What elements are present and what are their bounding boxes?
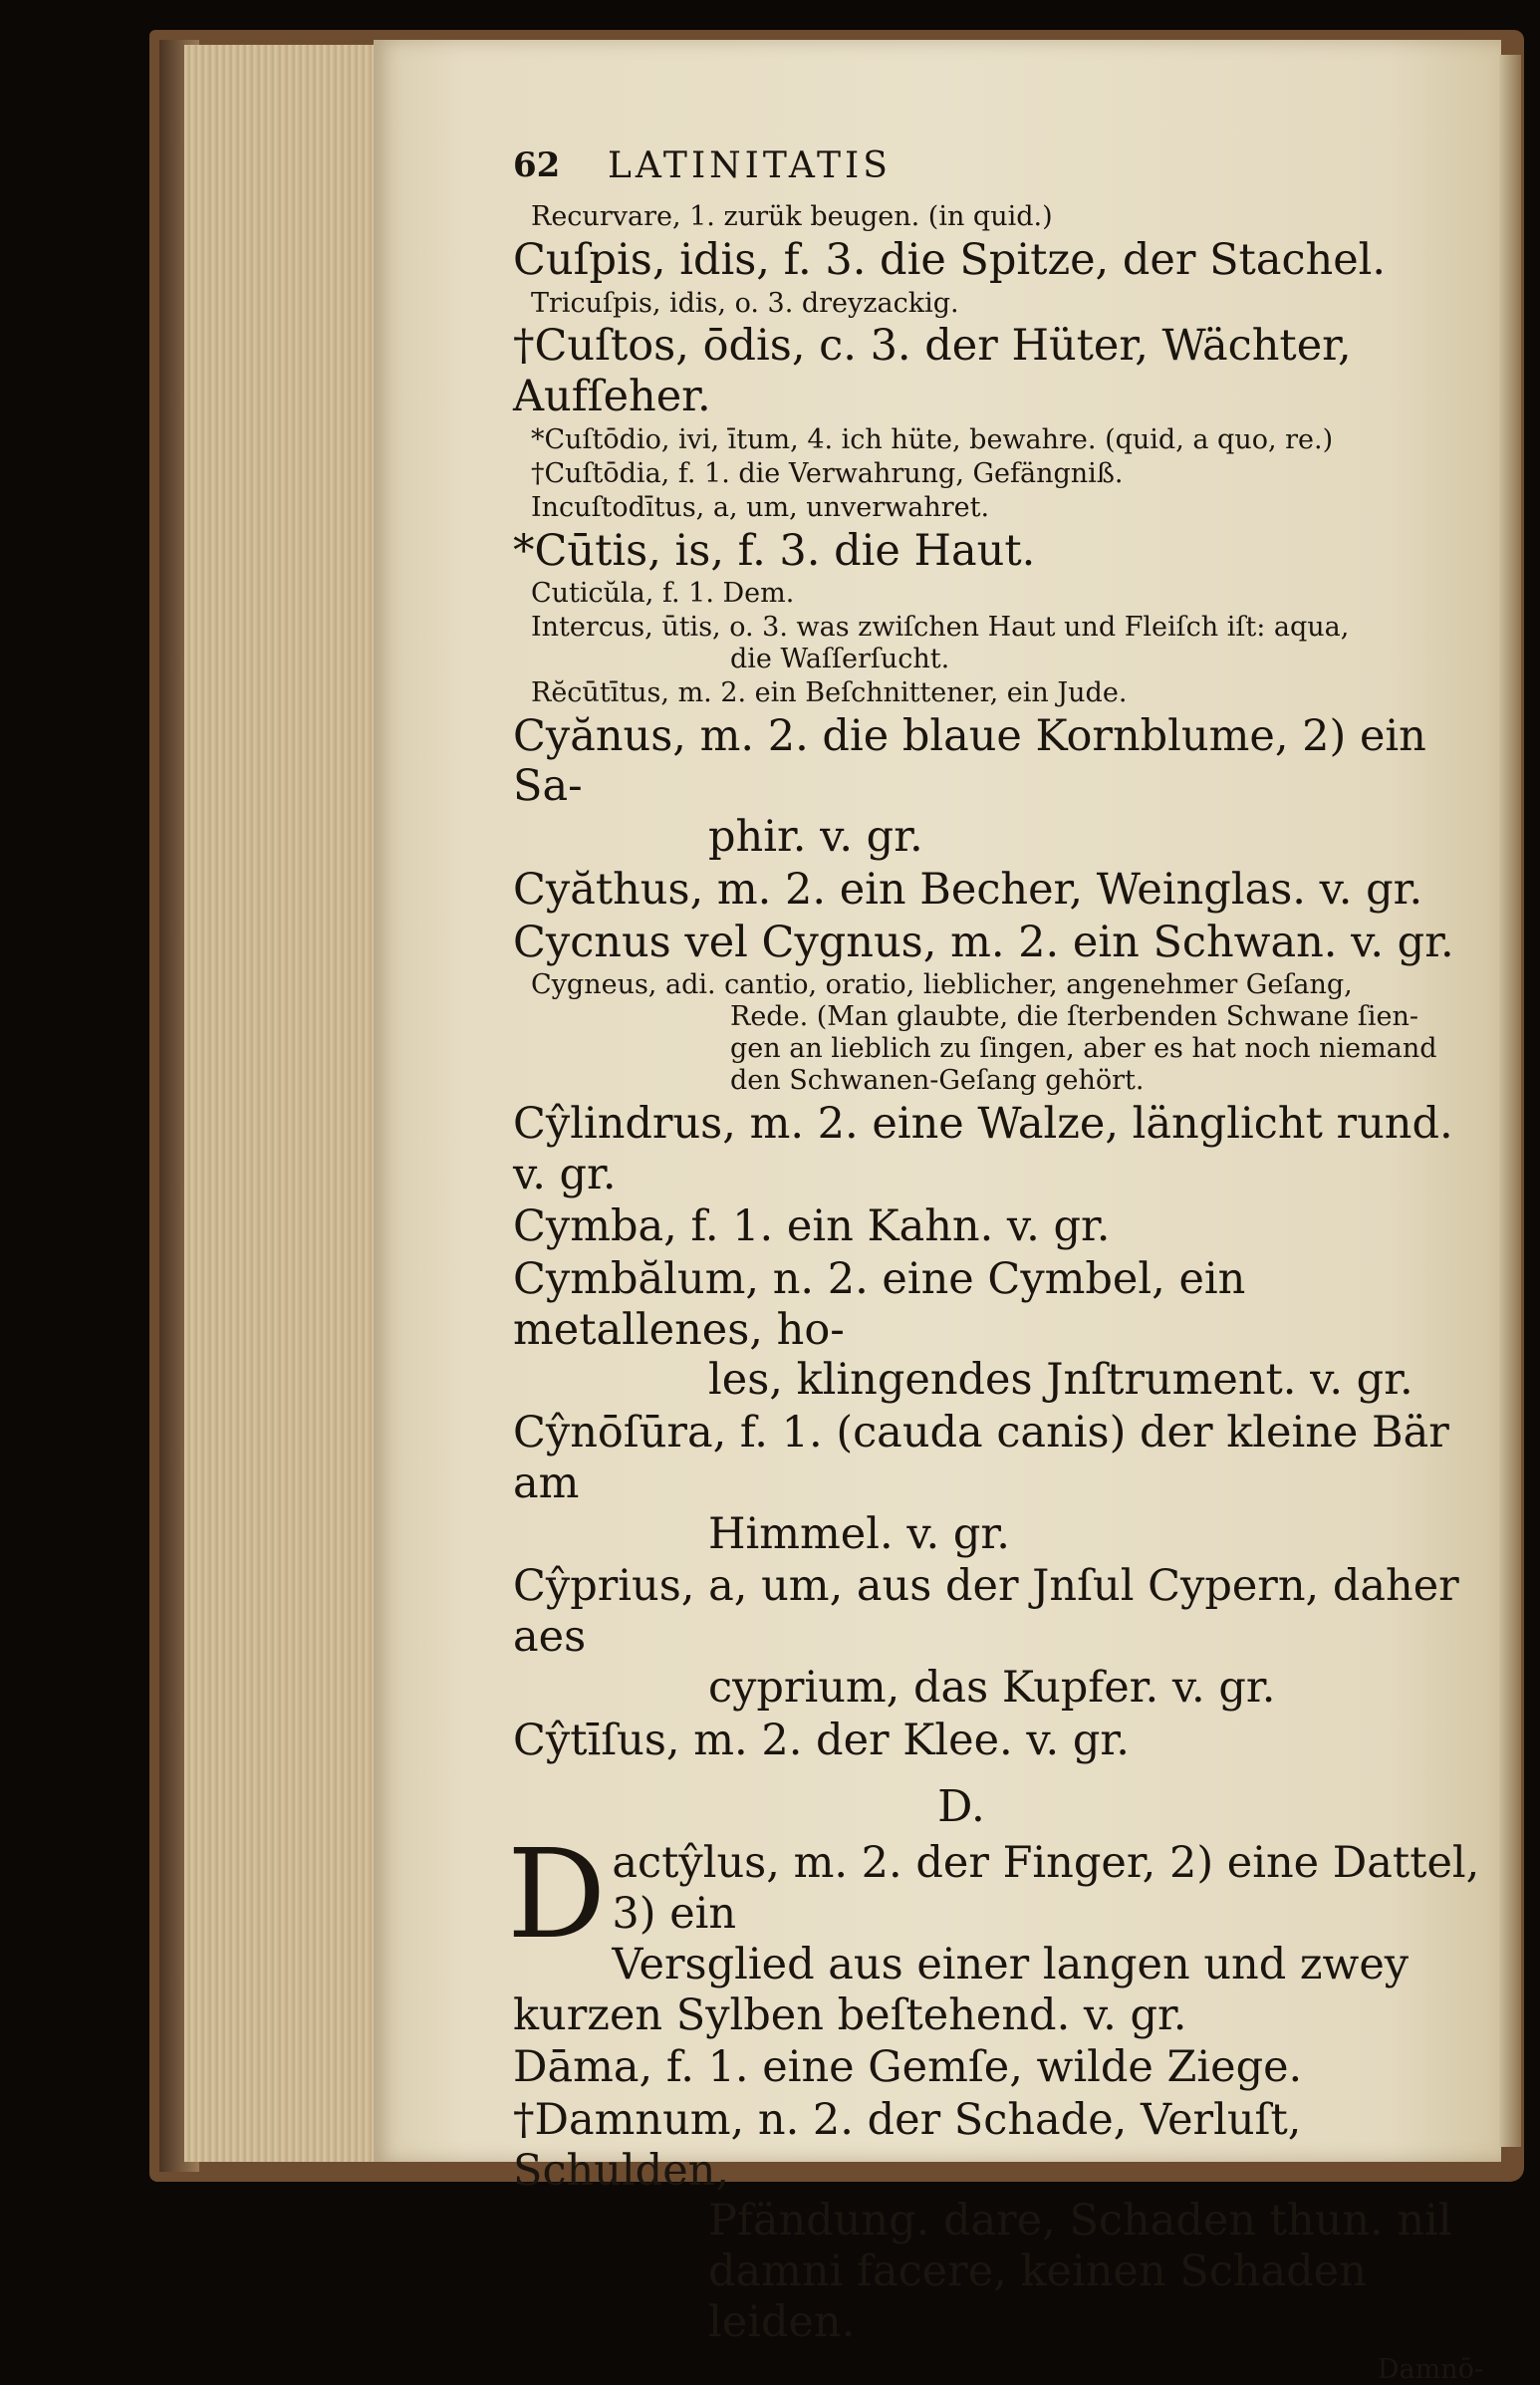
d-entries <box>507 1823 1489 2347</box>
entry-line: Cŷlindrus, m. 2. eine Walze, länglicht rund. v. gr. <box>513 1098 1453 1199</box>
entry-continuation: gen an lieblich zu ſingen, aber es hat noch niemand <box>730 1033 1437 1065</box>
entry-line: Cuſpis, idis, f. 3. die Spitze, der Stachel. <box>513 234 1387 285</box>
entry-line: Recurvare, 1. zurük beugen. (in quid.) <box>531 201 1053 232</box>
dictionary-entry <box>513 2095 1489 2348</box>
entry-continuation: Versglied aus einer langen und zwey <box>612 1939 1410 1989</box>
entry-continuation: kurzen Sylben beſtehend. v. gr. <box>513 1989 1187 2040</box>
dictionary-entry <box>513 1408 1489 1559</box>
dictionary-entries <box>513 201 1489 1765</box>
dictionary-entry <box>513 677 1489 709</box>
entry-continuation: cyprium, das Kupfer. v. gr. <box>708 1662 1276 1713</box>
entry-line: actŷlus, m. 2. der Finger, 2) eine Dattel, 3) ein <box>612 1838 1480 1940</box>
entry-continuation: Rede. (Man glaubte, die ſterbenden Schwane ſien- <box>730 1001 1419 1033</box>
dictionary-entry <box>513 321 1489 421</box>
entry-line: Cycnus vel Cygnus, m. 2. ein Schwan. v. gr. <box>513 917 1454 967</box>
dictionary-entry <box>513 424 1489 456</box>
dictionary-entry <box>513 1561 1489 1713</box>
page-gutter <box>1499 55 1521 2147</box>
entry-line: Cygneus, adi. cantio, oratio, lieblicher, angenehmer Geſang, <box>531 969 1353 1001</box>
dictionary-entry <box>513 969 1489 1096</box>
entry-line: *Cuſtōdio, ivi, ītum, 4. ich hüte, bewahre. (quid, a quo, re.) <box>531 423 1334 455</box>
dictionary-entry <box>513 1254 1489 1406</box>
dictionary-entry <box>513 2042 1489 2093</box>
entry-line: Cŷnōſūra, f. 1. (cauda canis) der kleine Bär am <box>513 1408 1449 1508</box>
entry-continuation: Pfändung. dare, Schaden thun. nil <box>708 2196 1452 2247</box>
dictionary-entry <box>513 1099 1489 1199</box>
entry-continuation: die Waſſerſucht. <box>730 643 950 674</box>
dictionary-entry <box>513 288 1489 320</box>
dictionary-entry <box>513 1716 1489 1766</box>
entry-line: †Cuſtos, ōdis, c. 3. der Hüter, Wächter, Aufſeher. <box>513 321 1352 422</box>
entry-line: Cuticŭla, f. 1. Dem. <box>531 578 795 610</box>
page-text <box>507 139 1489 2385</box>
entry-line: Cyănus, m. 2. die blaue Kornblume, 2) ein Sa- <box>513 710 1426 812</box>
entry-line: †Cuſtōdia, f. 1. die Verwahrung, Gefängniß. <box>531 457 1124 489</box>
entry-line: Cŷtīſus, m. 2. der Klee. v. gr. <box>513 1715 1130 1765</box>
dictionary-entry <box>513 458 1489 490</box>
catchword: Damnō- <box>1377 2353 1483 2385</box>
entry-line: Tricuſpis, idis, o. 3. dreyzackig. <box>531 287 959 319</box>
dictionary-entry <box>513 526 1489 577</box>
entry-line: †Damnum, n. 2. der Schade, Verluſt, Schulden, <box>513 2095 1302 2196</box>
page-edges <box>184 45 376 2162</box>
dictionary-entry <box>513 865 1489 916</box>
entry-line: Cymba, f. 1. ein Kahn. v. gr. <box>513 1201 1111 1252</box>
dictionary-entry <box>513 612 1489 675</box>
entry-line: Dāma, f. 1. eine Gemſe, wilde Ziege. <box>513 2042 1303 2093</box>
entry-line: Cŷprius, a, um, aus der Jnſul Cypern, daher aes <box>513 1561 1459 1663</box>
dictionary-entry <box>513 1201 1489 1252</box>
entry-line: Intercus, ūtis, o. 3. was zwiſchen Haut und Fleiſch iſt: aqua, <box>531 612 1350 644</box>
running-title: LATINITATIS <box>608 145 892 186</box>
dictionary-entry <box>507 1823 1489 2040</box>
dictionary-entry <box>513 201 1489 233</box>
entry-continuation: phir. v. gr. <box>708 812 923 863</box>
entry-continuation: les, klingendes Jnſtrument. v. gr. <box>708 1355 1413 1406</box>
dictionary-entry <box>513 918 1489 968</box>
section-letter: D. <box>937 1781 985 1833</box>
entry-continuation: damni facere, keinen Schaden leiden. <box>708 2247 1367 2347</box>
dictionary-entry <box>513 578 1489 610</box>
page-header <box>513 139 1489 199</box>
drop-cap: D <box>507 1823 607 1968</box>
entry-continuation: Himmel. v. gr. <box>708 1508 1010 1559</box>
entry-line: Incuſtodītus, a, um, unverwahret. <box>531 491 990 523</box>
entry-line: *Cūtis, is, f. 3. die Haut. <box>513 525 1036 576</box>
entry-line: Rĕcūtītus, m. 2. ein Beſchnittener, ein Jude. <box>531 676 1128 708</box>
entry-line: Cymbălum, n. 2. eine Cymbel, ein metallenes, ho- <box>513 1253 1246 1355</box>
entry-line: Cyăthus, m. 2. ein Becher, Weinglas. v. gr. <box>513 864 1423 915</box>
dictionary-entry <box>513 492 1489 524</box>
page-number: 62 <box>513 145 561 185</box>
dictionary-entry <box>513 235 1489 286</box>
dictionary-entry <box>513 711 1489 863</box>
entry-continuation: den Schwanen-Geſang gehört. <box>730 1064 1145 1096</box>
